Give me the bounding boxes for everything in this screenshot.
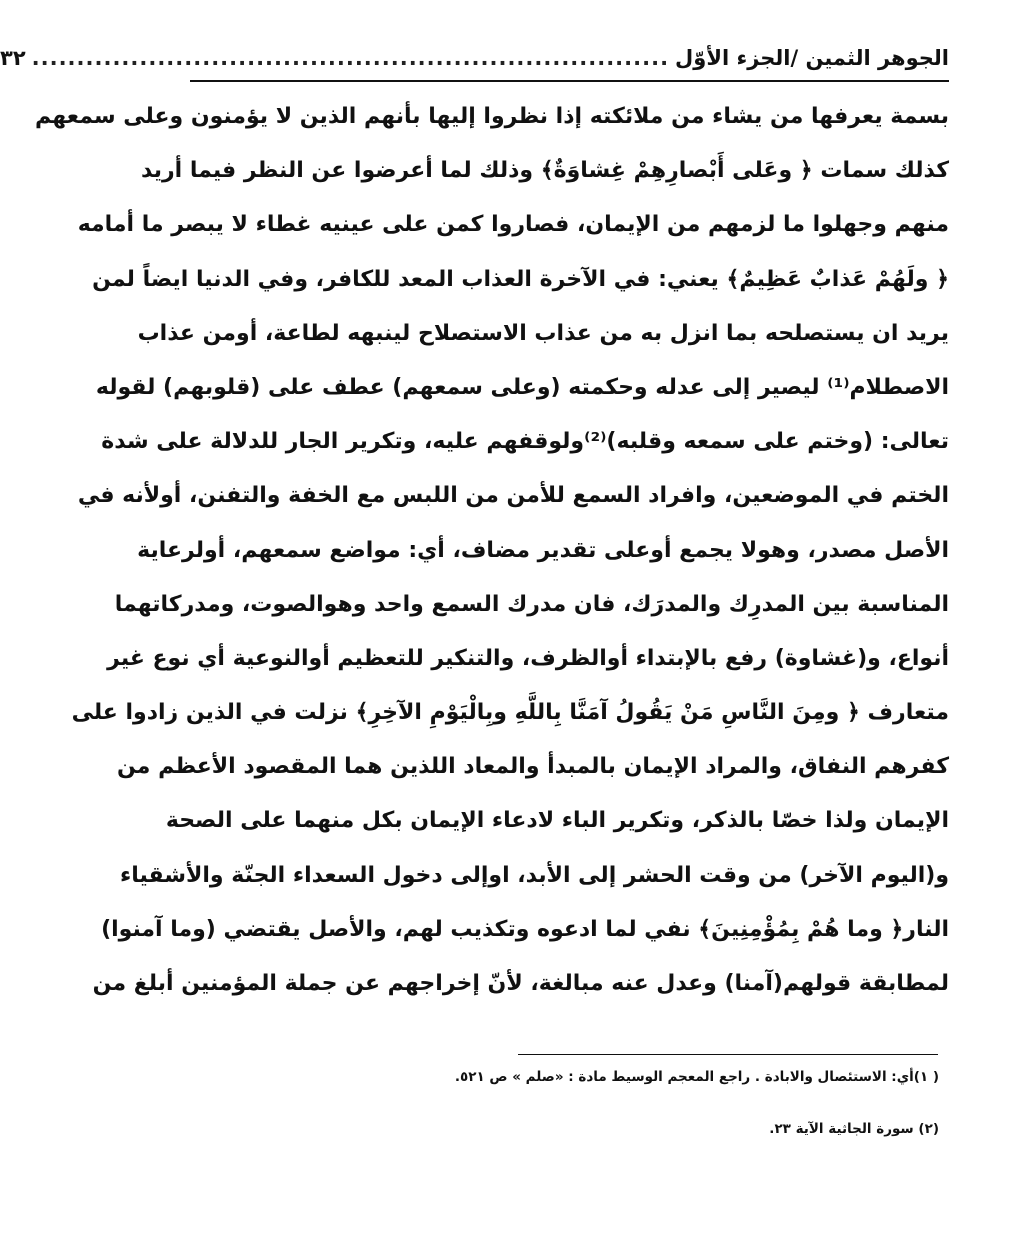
text-line: تعالى: (وختم على سمعه وقلبه)⁽²⁾ولوقفهم عليه، وتكرير الجار للدلالة على شدة	[101, 429, 949, 455]
running-header	[0, 38, 949, 78]
header-leader-dots: .......................................................................	[31, 46, 670, 70]
text-line: كفرهم النفاق، والمراد الإيمان بالمبدأ والمعاد اللذين هما المقصود الأعظم من	[117, 754, 949, 780]
text-line: ﴿ ولَهُمْ عَذابٌ عَظِيمٌ﴾ يعني: في الآخرة العذاب المعد للكافر، وفي الدنيا ايضاً لمن	[92, 266, 949, 292]
text-line: كذلك سمات ﴿ وعَلى أَبْصارِهِمْ غِشاوَةٌ﴾ وذلك لما أعرضوا عن النظر فيما أريد	[140, 158, 949, 184]
text-line: المناسبة بين المدرِك والمدرَك، فان مدرك السمع واحد وهوالصوت، ومدركاتهما	[114, 591, 949, 617]
header-title: الجوهر الثمين /الجزء الأوّل	[675, 46, 949, 70]
header-divider	[190, 80, 949, 82]
text-line: متعارف ﴿ ومِنَ النَّاسِ مَنْ يَقُولُ آمَنَّا بِاللَّهِ وبِالْيَوْمِ الآخِرِ﴾ نزلت في الذين زادوا على	[71, 700, 949, 726]
footnote-2: (٢) سورة الجاثية الآية ٢٣.	[769, 1121, 939, 1137]
text-line: منهم وجهلوا ما لزمهم من الإيمان، فصاروا كمن على عينيه غطاء لا يبصر ما أمامه	[77, 212, 949, 238]
text-line: الاصطلام⁽¹⁾ ليصير إلى عدله وحكمته (وعلى سمعهم) عطف على (قلوبهم) لقوله	[95, 374, 949, 400]
text-line: الإيمان ولذا خصّا بالذكر، وتكرير الباء لادعاء الإيمان بكل منهما على الصحة	[165, 808, 949, 834]
text-line: يريد ان يستصلحه بما انزل به من عذاب الاستصلاح لينبهه لطاعة، أومن عذاب	[137, 320, 949, 346]
body-text	[35, 90, 949, 1011]
footnote-divider	[518, 1054, 938, 1055]
text-line: أنواع، و(غشاوة) رفع بالإبتداء أوالظرف، والتنكير للتعظيم أوالنوعية أي نوع غير	[107, 645, 949, 671]
footnote-1: ( ١)أي: الاستئصال والابادة . راجع المعجم الوسيط مادة : «صلم » ص ٥٢١.	[454, 1069, 939, 1085]
text-line: النار﴿ وما هُمْ بِمُؤْمِنِينَ﴾ نفي لما ادعوه وتكذيب لهم، والأصل يقتضي (وما آمنوا)	[101, 916, 949, 942]
text-line: الختم في الموضعين، وافراد السمع للأمن من اللبس مع الخفة والتفنن، أولأنه في	[77, 483, 949, 509]
footnotes	[190, 1062, 939, 1166]
text-line: الأصل مصدر، وهولا يجمع أوعلى تقدير مضاف، أي: مواضع سمعهم، أولرعاية	[137, 537, 949, 563]
text-line: بسمة يعرفها من يشاء من ملائكته إذا نظروا إليها بأنهم الذين لا يؤمنون وعلى سمعهم	[35, 104, 949, 129]
text-line: و(اليوم الآخر) من وقت الحشر إلى الأبد، اوإلى دخول السعداء الجنّة والأشقياء	[120, 862, 949, 888]
text-line: لمطابقة قولهم(آمنا) وعدل عنه مبالغة، لأنّ إخراجهم عن جملة المؤمنين أبلغ من	[92, 971, 949, 996]
page-number: ٣٢	[0, 46, 26, 70]
